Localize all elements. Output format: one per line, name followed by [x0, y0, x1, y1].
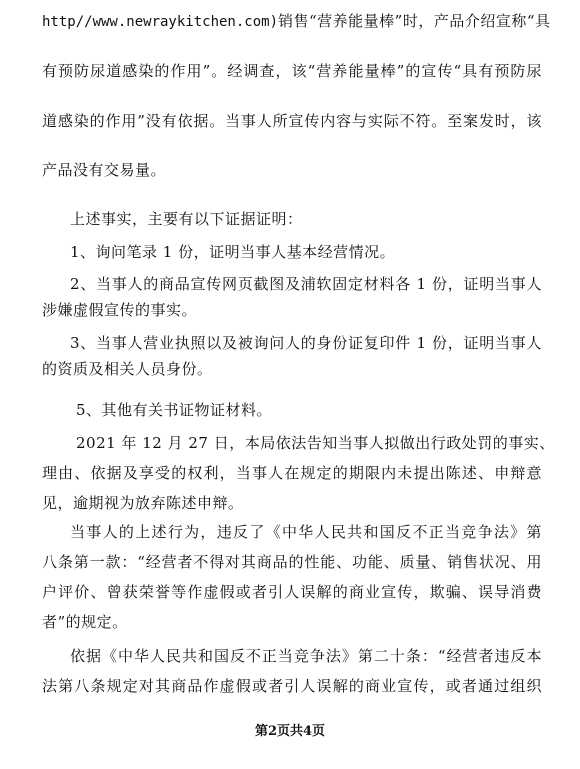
notice-line-1: 2021 年 12 月 27 日，本局依法告知当事人拟做出行政处罚的事实、	[76, 434, 555, 452]
violation-line-4: 者”的规定。	[42, 613, 128, 631]
evidence-item-2-line-1: 2、当事人的商品宣传网页截图及浦软固定材料各 1 份，证明当事人	[70, 275, 542, 293]
violation-line-3: 户评价、曾获荣誉等作虚假或者引人误解的商业宣传，欺骗、误导消费	[42, 583, 542, 601]
basis-line-1: 依据《中华人民共和国反不正当竞争法》第二十条：“经营者违反本	[70, 647, 542, 665]
paragraph-1-line-2: 有预防尿道感染的作用”。经调查，该“营养能量棒”的宣传“具有预防尿	[42, 62, 542, 80]
paragraph-1-line-4: 产品没有交易量。	[42, 161, 167, 179]
notice-line-3: 见，逾期视为放弃陈述申辩。	[42, 494, 244, 512]
evidence-item-5: 5、其他有关书证物证材料。	[76, 401, 273, 419]
violation-line-2: 八条第一款：“经营者不得对其商品的性能、功能、质量、销售状况、用	[42, 553, 542, 571]
website-url: http//www.newraykitchen.com)	[42, 14, 279, 30]
paragraph-1-line-1: http//www.newraykitchen.com)销售“营养能量棒”时，产品介绍宣称“具	[42, 12, 551, 30]
evidence-item-2-line-2: 涉嫌虚假宣传的事实。	[42, 301, 198, 319]
violation-line-1: 当事人的上述行为，违反了《中华人民共和国反不正当竞争法》第	[70, 523, 542, 541]
notice-line-2: 理由、依据及享受的权利，当事人在规定的期限内未提出陈述、申辩意	[42, 464, 542, 482]
evidence-intro: 上述事实，主要有以下证据证明：	[70, 210, 303, 228]
evidence-item-3-line-2: 的资质及相关人员身份。	[42, 360, 213, 378]
paragraph-1-line-3: 道感染的作用”没有依据。当事人所宣传内容与实际不符。至案发时，该	[42, 112, 542, 130]
evidence-item-3-line-1: 3、当事人营业执照以及被询问人的身份证复印件 1 份，证明当事人	[70, 334, 542, 352]
evidence-item-1: 1、询问笔录 1 份，证明当事人基本经营情况。	[70, 243, 396, 261]
basis-line-2: 法第八条规定对其商品作虚假或者引人误解的商业宣传，或者通过组织	[42, 677, 542, 695]
page-number: 第2页共4页	[254, 724, 326, 739]
